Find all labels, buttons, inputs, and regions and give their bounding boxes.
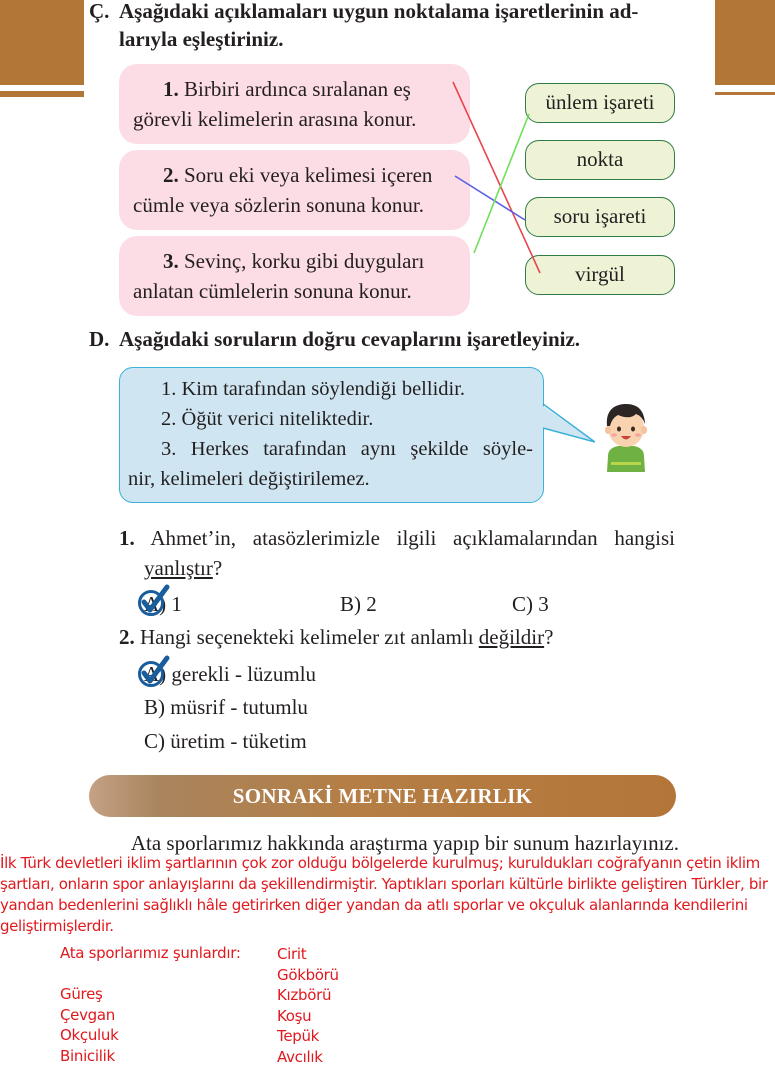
checkmark-icon xyxy=(136,584,170,618)
bubble-statement-3-cont: nir, kelimeleri değiştirilemez. xyxy=(128,468,370,490)
corner-decoration-right xyxy=(715,0,775,85)
section-d-letter: D. xyxy=(89,327,110,351)
description-number: 3. xyxy=(163,249,179,273)
question-mark: ? xyxy=(544,625,554,649)
section-c-heading xyxy=(89,0,689,53)
q1-option-a[interactable]: A) 1 xyxy=(144,592,182,616)
description-text-line1: Sevinç, korku gibi duyguları xyxy=(184,249,425,273)
section-c-letter: Ç. xyxy=(89,0,110,23)
description-number: 1. xyxy=(163,77,179,101)
answer-paragraph xyxy=(0,853,775,937)
sport-item: Güreş xyxy=(60,985,103,1003)
answer-line: geliştirmişlerdir. xyxy=(0,917,114,935)
description-box-1 xyxy=(119,64,470,144)
sport-item: Avcılık xyxy=(277,1047,323,1066)
sport-item: Tepük xyxy=(277,1027,320,1045)
bubble-statement-2: 2. Öğüt verici niteliktedir. xyxy=(161,408,374,430)
question-2 xyxy=(119,622,675,652)
sport-item: Koşu xyxy=(277,1006,312,1025)
corner-stripe-left xyxy=(0,91,84,97)
corner-stripe-right xyxy=(715,92,775,95)
mark-pill-soru[interactable]: soru işareti xyxy=(525,197,675,237)
sport-item: Okçuluk xyxy=(60,1026,119,1044)
q2-option-b[interactable]: B) müsrif - tutumlu xyxy=(144,695,308,719)
section-c-heading-line1: Aşağıdaki açıklamaları uygun noktalama işaretlerinin ad- xyxy=(119,0,639,23)
sports-list-right xyxy=(277,944,339,1067)
question-keyword: yanlıştır xyxy=(144,556,213,580)
q1-option-b[interactable]: B) 2 xyxy=(340,592,377,616)
description-text-line2: cümle veya sözlerin sonuna konur. xyxy=(133,193,425,217)
sports-list-left xyxy=(60,943,241,1066)
next-text-banner: SONRAKİ METNE HAZIRLIK xyxy=(89,775,676,817)
sport-item: Çevgan xyxy=(60,1005,115,1024)
corner-decoration-left xyxy=(0,0,84,85)
boy-character-icon xyxy=(598,398,654,472)
section-d-heading xyxy=(89,325,709,353)
mark-pill-virgul[interactable]: virgül xyxy=(525,255,675,295)
question-text: Hangi seçenekteki kelimeler zıt anlamlı xyxy=(140,625,479,649)
section-c-heading-line2: larıyla eşleştiriniz. xyxy=(119,27,284,51)
sport-item: Cirit xyxy=(277,945,307,963)
question-text: Ahmet’in, atasözlerimizle ilgili açıklamalarından hangisi xyxy=(150,526,675,550)
description-text-line1: Soru eki veya kelimesi içeren xyxy=(184,163,433,187)
q1-option-c[interactable]: C) 3 xyxy=(512,592,549,616)
description-box-3 xyxy=(119,236,470,316)
description-text-line1: Birbiri ardınca sıralanan eş xyxy=(184,77,411,101)
question-keyword: değildir xyxy=(478,625,545,649)
answer-line: şartları, onların spor anlayışlarını da şekillendirmiştir. Yaptıkları sporları kültürle birlikte geliştiren Türkler, bir xyxy=(0,875,768,893)
sports-list-title: Ata sporlarımız şunlardır: xyxy=(60,944,241,962)
question-number: 1. xyxy=(119,526,135,550)
sport-item: Binicilik xyxy=(60,1046,115,1065)
q2-option-c[interactable]: C) üretim - tüketim xyxy=(144,729,307,753)
research-task: Ata sporlarımız hakkında araştırma yapıp bir sunum hazırlayınız. xyxy=(130,831,679,855)
section-d-heading-text: Aşağıdaki soruların doğru cevaplarını işaretleyiniz. xyxy=(119,327,581,351)
q2-option-a[interactable]: A) gerekli - lüzumlu xyxy=(144,662,317,686)
mark-pill-unlem[interactable]: ünlem işareti xyxy=(525,83,675,123)
speech-bubble-tail xyxy=(540,402,595,444)
answer-line: yandan bedenlerini sağlıklı hâle getirirken diğer yandan da atlı sporlar ve okçuluk alanlarında kendilerini xyxy=(0,896,748,914)
description-text-line2: anlatan cümlelerin sonuna konur. xyxy=(133,279,412,303)
question-number: 2. xyxy=(119,625,135,649)
bubble-statement-3: 3. Herkes tarafından aynı şekilde söyle- xyxy=(161,438,533,460)
answer-line: İlk Türk devletleri iklim şartlarının çok zor olduğu bölgelerde kurulmuş; kuruldukları coğrafyanın çetin iklim xyxy=(0,854,760,872)
speech-bubble xyxy=(119,367,544,503)
mark-pill-nokta[interactable]: nokta xyxy=(525,140,675,180)
match-line-3-unlem xyxy=(474,114,529,253)
bubble-statement-1: 1. Kim tarafından söylendiği bellidir. xyxy=(161,378,466,400)
question-mark: ? xyxy=(212,556,223,580)
description-number: 2. xyxy=(163,163,179,187)
question-1 xyxy=(119,523,675,583)
sport-item: Kızbörü xyxy=(277,986,332,1004)
checkmark-icon xyxy=(136,655,170,689)
description-text-line2: görevli kelimelerin arasına konur. xyxy=(133,107,417,131)
description-box-2 xyxy=(119,150,470,230)
sport-item: Gökbörü xyxy=(277,965,339,984)
